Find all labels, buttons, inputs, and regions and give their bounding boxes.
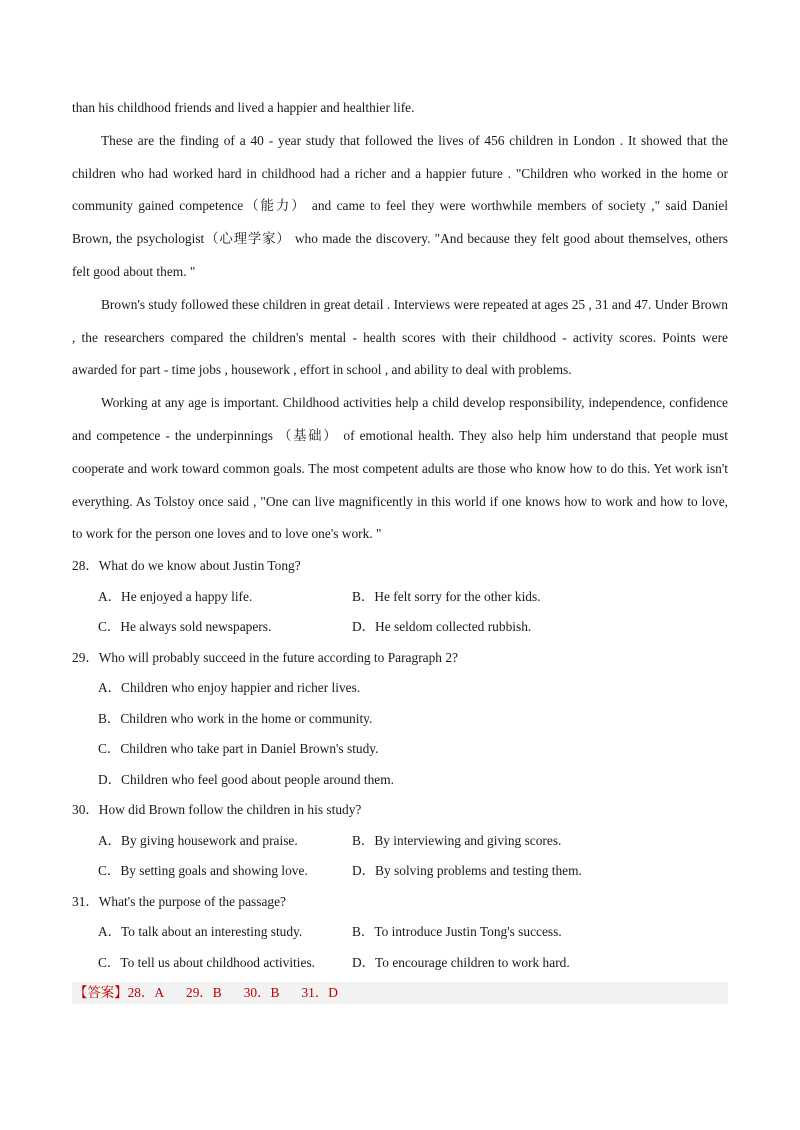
answer-item: 30．B [243,985,280,1001]
option-b: B．He felt sorry for the other kids. [352,588,541,604]
option-row [72,917,728,948]
answer-item: 29．B [186,985,222,1001]
option-row [72,856,728,887]
question-stem: 30．How did Brown follow the children in his study? [72,802,362,818]
option-row [72,948,728,979]
answer-item: 28．A [127,985,165,1001]
document-page [72,92,728,1004]
option-b: B．Children who work in the home or community. [98,710,373,726]
option-c: C．To tell us about childhood activities. [98,954,316,970]
option-d: D．He seldom collected rubbish. [352,619,532,635]
option-c: C．By setting goals and showing love. [98,863,308,879]
passage-paragraph: Working at any age is important. Childhood activities help a child develop responsibility, independence, confidence and competence - the underpinnings （基础） of emotional health. They also help him understand that people must cooperate and work toward common goals. The most competent adults are those who know how to do this. Yet work isn't everything. As Tolstoy once said , "One can live magnificently in this world if one knows how to work and how to love, to work for the person one loves and to love one's work. " [72,395,728,542]
option-a: A．To talk about an interesting study. [98,924,303,940]
answer-label: 【答案】 [74,985,128,1001]
passage-paragraph: Brown's study followed these children in great detail . Interviews were repeated at ages 25 , 31 and 47. Under Brown , the researchers compared the children's mental - health scores with their childhood - activity scores. Points were awarded for part - time jobs , housework , effort in school , and ability to deal with problems. [72,296,728,378]
option-row [72,734,728,765]
answer-item: 31．D [301,985,338,1001]
question-29 [72,643,728,796]
answer-key [72,982,728,1004]
passage-paragraph: These are the finding of a 40 - year study that followed the lives of 456 children in London . It showed that the children who had worked hard in childhood had a richer and a happier future . "Children who worked in the home or community gained competence（能力） and came to feel they were worthwhile members of society ," said Daniel Brown, the psychologist（心理学家） who made the discovery. "And because they felt good about themselves, others felt good about them. " [72,132,728,279]
question-28 [72,551,728,643]
option-d: D．By solving problems and testing them. [352,863,582,879]
question-30 [72,795,728,887]
option-row [72,673,728,704]
option-a: A．By giving housework and praise. [98,832,298,848]
option-row [72,704,728,735]
option-row [72,612,728,643]
option-row [72,826,728,857]
option-b: B．By interviewing and giving scores. [352,832,562,848]
option-d: D．To encourage children to work hard. [352,954,570,970]
question-stem: 29．Who will probably succeed in the future according to Paragraph 2? [72,649,458,665]
option-c: C．He always sold newspapers. [98,619,272,635]
passage-paragraph: than his childhood friends and lived a happier and healthier life. [72,100,415,115]
option-a: A．He enjoyed a happy life. [98,588,253,604]
option-b: B．To introduce Justin Tong's success. [352,924,562,940]
question-stem: 31．What's the purpose of the passage? [72,893,286,909]
option-c: C．Children who take part in Daniel Brown's study. [98,741,379,757]
option-row [72,582,728,613]
question-stem: 28．What do we know about Justin Tong? [72,558,301,574]
option-row [72,765,728,796]
option-a: A．Children who enjoy happier and richer lives. [98,680,361,696]
question-31 [72,887,728,979]
option-d: D．Children who feel good about people around them. [98,771,395,787]
